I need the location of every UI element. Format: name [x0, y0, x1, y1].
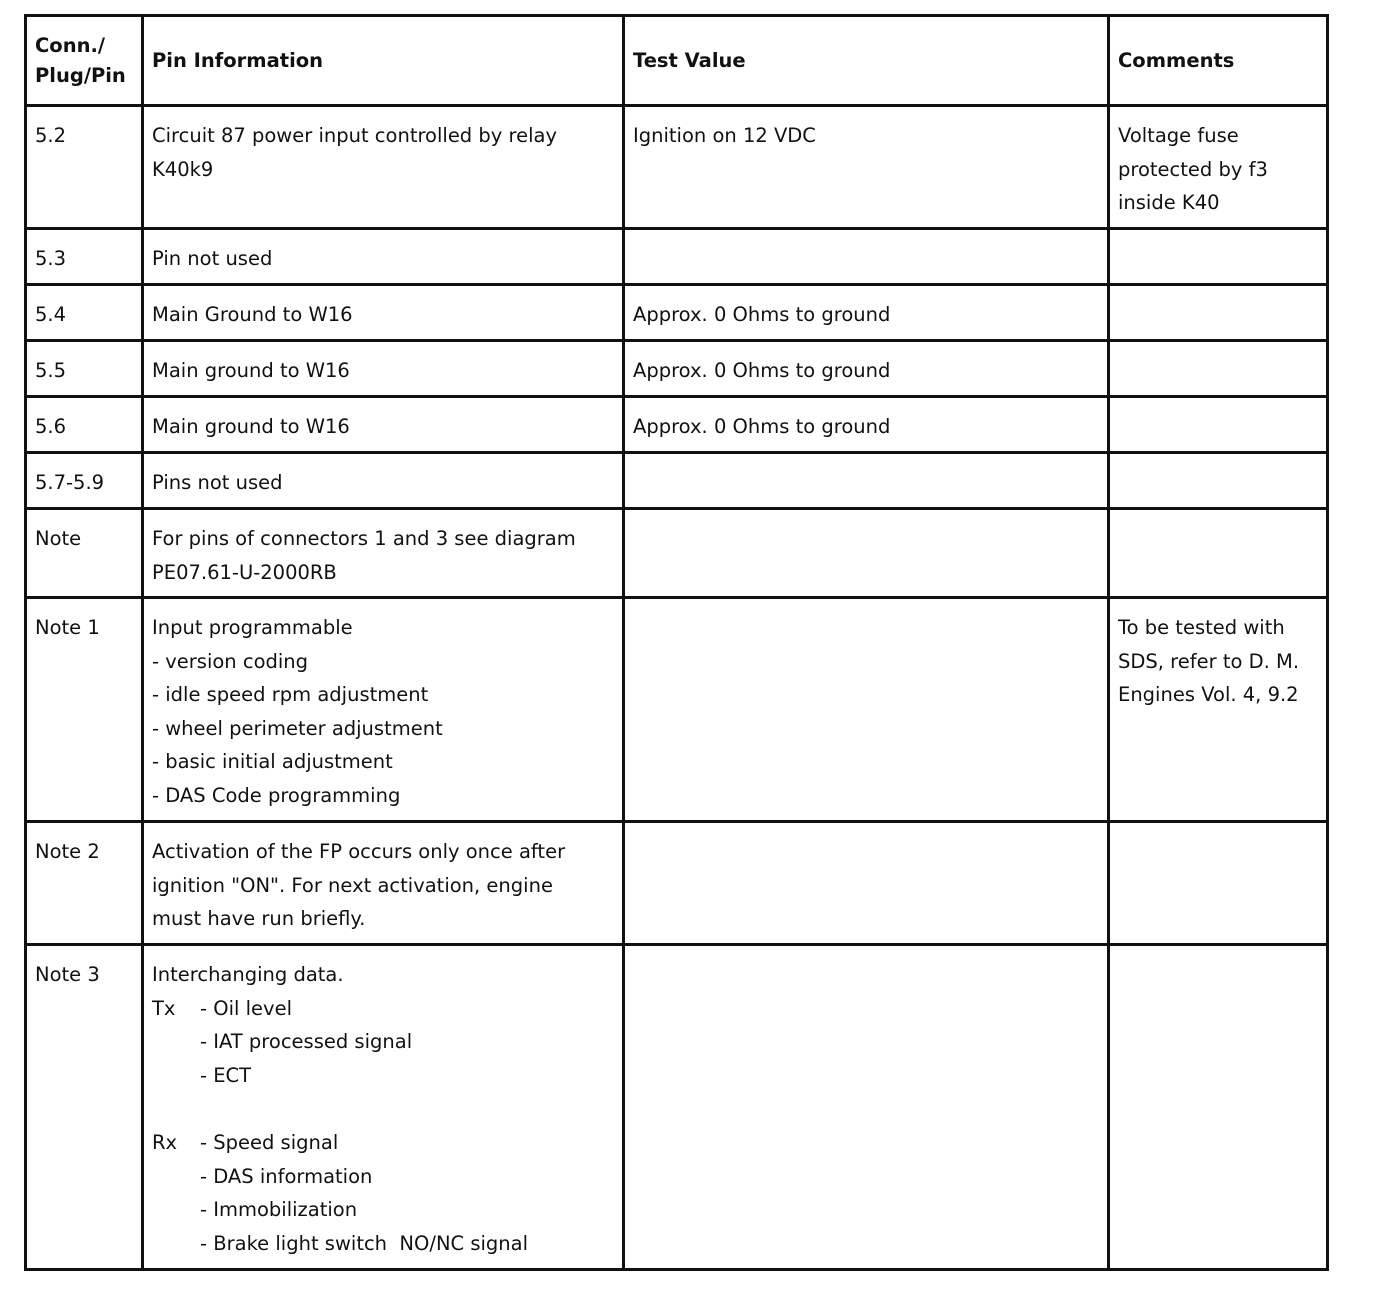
cell-conn: Note 2 — [26, 822, 143, 945]
pin-info-line: K40k9 — [152, 157, 214, 181]
pin-info-line: - idle speed rpm adjustment — [152, 683, 429, 707]
cell-test-value — [624, 822, 1109, 945]
tx-label: Tx — [152, 996, 176, 1020]
pin-info-line: Interchanging data. — [152, 963, 344, 986]
comment-line: SDS, refer to D. M. — [1118, 649, 1300, 673]
cell-comments — [1109, 598, 1328, 822]
cell-pin-info — [143, 945, 624, 1270]
pin-info-line: must have run briefly. — [152, 907, 366, 931]
rx-row — [152, 1193, 612, 1227]
tx-row — [152, 992, 612, 1026]
cell-conn: 5.5 — [26, 341, 143, 397]
rx-row — [152, 1160, 612, 1194]
pin-info-line: Input programmable — [152, 616, 353, 639]
pin-info-line: - version coding — [152, 649, 309, 673]
cell-conn: 5.4 — [26, 285, 143, 341]
rx-item: - DAS information — [200, 1164, 373, 1188]
cell-pin-info — [143, 598, 624, 822]
pin-info-line: For pins of connectors 1 and 3 see diagram — [152, 527, 576, 550]
cell-comments — [1109, 453, 1328, 509]
cell-comments — [1109, 509, 1328, 598]
pin-info-line: Activation of the FP occurs only once after — [152, 840, 566, 863]
cell-test-value: Ignition on 12 VDC — [624, 106, 1109, 229]
cell-conn: Note — [26, 509, 143, 598]
comment-line: Engines Vol. 4, 9.2 — [1118, 683, 1299, 707]
pin-info-line: Circuit 87 power input controlled by relay — [152, 124, 557, 147]
cell-comments — [1109, 822, 1328, 945]
tx-item: - ECT — [200, 1063, 252, 1087]
rx-row — [152, 1126, 612, 1160]
table-row — [26, 945, 1328, 1270]
cell-test-value: Approx. 0 Ohms to ground — [624, 397, 1109, 453]
table-row — [26, 598, 1328, 822]
table-row — [26, 106, 1328, 229]
table-row — [26, 822, 1328, 945]
pin-info-line: Main ground to W16 — [152, 359, 350, 382]
header-conn: Conn./ Plug/Pin — [26, 16, 143, 106]
cell-conn: 5.6 — [26, 397, 143, 453]
cell-pin-info — [143, 397, 624, 453]
rx-label: Rx — [152, 1130, 178, 1154]
header-comments: Comments — [1109, 16, 1328, 106]
cell-comments — [1109, 229, 1328, 285]
cell-test-value — [624, 945, 1109, 1270]
rx-item: - Immobilization — [200, 1198, 358, 1222]
header-pin-info: Pin Information — [143, 16, 624, 106]
cell-pin-info — [143, 341, 624, 397]
tx-item: - Oil level — [200, 996, 292, 1020]
cell-pin-info — [143, 509, 624, 598]
table-row — [26, 509, 1328, 598]
pin-info-line: Main ground to W16 — [152, 415, 350, 438]
cell-conn: Note 1 — [26, 598, 143, 822]
pin-table — [24, 14, 1329, 1271]
cell-conn: 5.7-5.9 — [26, 453, 143, 509]
tx-item: - IAT processed signal — [200, 1030, 413, 1054]
table-row — [26, 453, 1328, 509]
cell-test-value: Approx. 0 Ohms to ground — [624, 341, 1109, 397]
comment-line: To be tested with — [1118, 616, 1285, 639]
cell-comments — [1109, 945, 1328, 1270]
cell-conn: 5.3 — [26, 229, 143, 285]
cell-test-value — [624, 598, 1109, 822]
header-test-value: Test Value — [624, 16, 1109, 106]
cell-comments — [1109, 341, 1328, 397]
table-row — [26, 397, 1328, 453]
comment-line: protected by f3 — [1118, 157, 1268, 181]
pin-info-line: PE07.61-U-2000RB — [152, 560, 337, 584]
cell-comments — [1109, 285, 1328, 341]
cell-pin-info — [143, 822, 624, 945]
pin-info-line: - wheel perimeter adjustment — [152, 716, 443, 740]
table-row — [26, 341, 1328, 397]
cell-pin-info — [143, 453, 624, 509]
pin-info-line: Main Ground to W16 — [152, 303, 353, 326]
rx-row — [152, 1227, 612, 1261]
comment-line: inside K40 — [1118, 191, 1220, 215]
cell-test-value: Approx. 0 Ohms to ground — [624, 285, 1109, 341]
tx-row — [152, 1059, 612, 1093]
header-row — [26, 16, 1328, 106]
cell-comments — [1109, 397, 1328, 453]
table-row — [26, 229, 1328, 285]
rx-item: - Brake light switch NO/NC signal — [200, 1231, 529, 1255]
cell-pin-info — [143, 229, 624, 285]
cell-pin-info — [143, 106, 624, 229]
pin-info-line: Pin not used — [152, 247, 273, 270]
pin-info-line: - basic initial adjustment — [152, 750, 393, 774]
cell-test-value — [624, 453, 1109, 509]
pin-info-line: - DAS Code programming — [152, 783, 401, 807]
comment-line: Voltage fuse — [1118, 124, 1239, 147]
rx-item: - Speed signal — [200, 1130, 339, 1154]
table-row — [26, 285, 1328, 341]
pin-info-line: ignition "ON". For next activation, engine — [152, 873, 553, 897]
pin-info-line: Pins not used — [152, 471, 283, 494]
cell-conn: Note 3 — [26, 945, 143, 1270]
cell-pin-info — [143, 285, 624, 341]
tx-row — [152, 1025, 612, 1059]
cell-conn: 5.2 — [26, 106, 143, 229]
cell-test-value — [624, 509, 1109, 598]
cell-test-value — [624, 229, 1109, 285]
cell-comments — [1109, 106, 1328, 229]
